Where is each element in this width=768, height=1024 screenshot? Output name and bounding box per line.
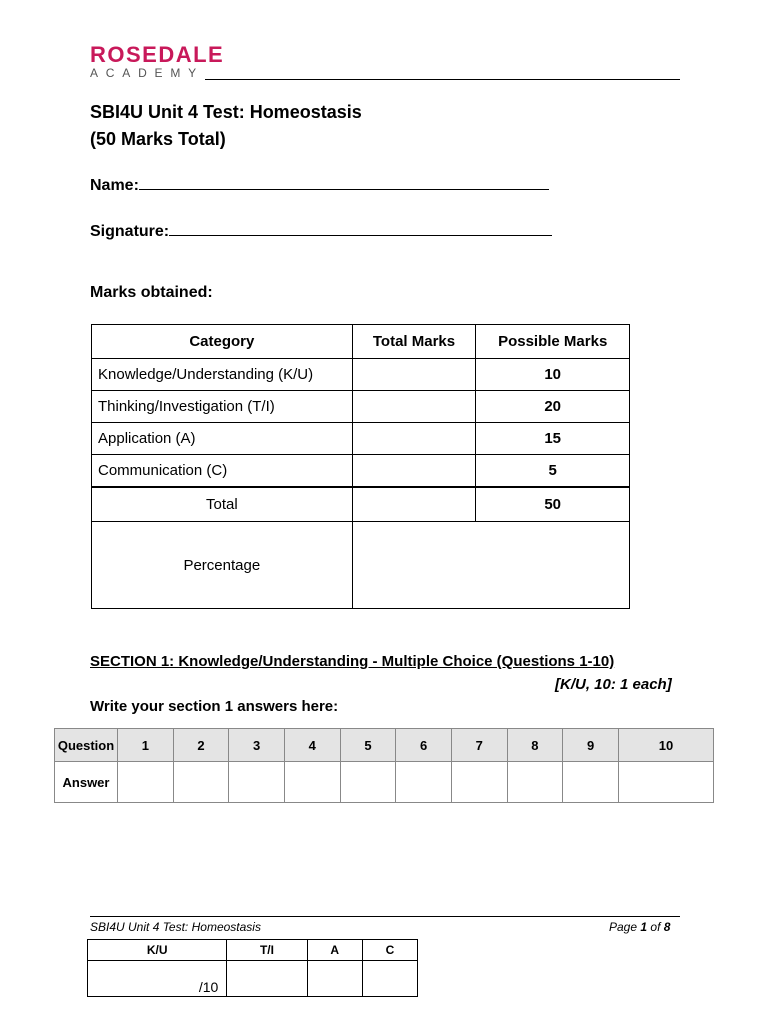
- signature-field[interactable]: [90, 221, 552, 241]
- question-row: [55, 729, 714, 762]
- score-value-row: [88, 961, 418, 997]
- answer-row: [55, 762, 714, 803]
- answer-cell[interactable]: [118, 762, 174, 803]
- page-word: Page: [609, 920, 638, 934]
- score-box: [87, 939, 418, 997]
- category-cell: Application (A): [92, 423, 353, 455]
- answer-cell[interactable]: [451, 762, 507, 803]
- of-word: of: [650, 920, 661, 934]
- answer-label: Answer: [55, 762, 118, 803]
- possible-marks-cell: 5: [476, 455, 630, 488]
- total-marks-cell[interactable]: [352, 423, 476, 455]
- question-number: 6: [396, 729, 452, 762]
- logo-subtitle: ACADEMY: [90, 66, 204, 80]
- total-marks-cell[interactable]: [352, 487, 476, 522]
- footer-rule: [90, 916, 680, 917]
- answer-cell[interactable]: [340, 762, 396, 803]
- total-marks-cell[interactable]: [352, 359, 476, 391]
- question-number: 8: [507, 729, 563, 762]
- percentage-cell[interactable]: [352, 522, 629, 609]
- answer-cell[interactable]: [507, 762, 563, 803]
- marks-row-c: [92, 455, 630, 488]
- answer-cell[interactable]: [396, 762, 452, 803]
- question-number: 9: [563, 729, 619, 762]
- possible-marks-cell: 20: [476, 391, 630, 423]
- answer-cell[interactable]: [173, 762, 229, 803]
- question-number: 2: [173, 729, 229, 762]
- category-cell: Communication (C): [92, 455, 353, 488]
- header-total-marks: Total Marks: [352, 325, 476, 359]
- score-ti-value[interactable]: [227, 961, 307, 997]
- answer-cell[interactable]: [618, 762, 713, 803]
- percentage-label: Percentage: [92, 522, 353, 609]
- answer-cell[interactable]: [563, 762, 619, 803]
- marks-row-ti: [92, 391, 630, 423]
- score-header-ku: K/U: [88, 940, 227, 961]
- score-ku-value[interactable]: /10: [88, 961, 227, 997]
- score-c-value[interactable]: [362, 961, 417, 997]
- section1-note: [K/U, 10: 1 each]: [555, 676, 672, 693]
- answer-cell[interactable]: [284, 762, 340, 803]
- header-possible-marks: Possible Marks: [476, 325, 630, 359]
- possible-marks-cell: 10: [476, 359, 630, 391]
- section1-prompt: Write your section 1 answers here:: [90, 698, 339, 715]
- header-rule: [205, 79, 680, 80]
- score-a-value[interactable]: [307, 961, 362, 997]
- category-cell: Knowledge/Understanding (K/U): [92, 359, 353, 391]
- marks-row-a: [92, 423, 630, 455]
- question-number: 1: [118, 729, 174, 762]
- answer-cell[interactable]: [229, 762, 285, 803]
- answer-grid: [54, 728, 714, 803]
- possible-marks-cell: 15: [476, 423, 630, 455]
- page-indicator: [609, 920, 670, 934]
- total-label: Total: [92, 487, 353, 522]
- score-header-ti: T/I: [227, 940, 307, 961]
- page-current: 1: [640, 920, 648, 934]
- score-header-c: C: [362, 940, 417, 961]
- test-title: SBI4U Unit 4 Test: Homeostasis: [90, 102, 362, 122]
- logo-name: ROSEDALE: [90, 42, 225, 67]
- header-category: Category: [92, 325, 353, 359]
- page-total: 8: [663, 920, 671, 934]
- question-number: 4: [284, 729, 340, 762]
- question-number: 5: [340, 729, 396, 762]
- footer-title: SBI4U Unit 4 Test: Homeostasis: [90, 920, 261, 934]
- name-blank[interactable]: [139, 175, 549, 190]
- name-label: Name:: [90, 177, 139, 194]
- question-label: Question: [55, 729, 118, 762]
- marks-row-total: [92, 487, 630, 522]
- total-possible-cell: 50: [476, 487, 630, 522]
- section1-heading: SECTION 1: Knowledge/Understanding - Multiple Choice (Questions 1-10): [90, 653, 615, 670]
- category-cell: Thinking/Investigation (T/I): [92, 391, 353, 423]
- marks-obtained-label: Marks obtained:: [90, 284, 213, 301]
- test-total-marks: (50 Marks Total): [90, 129, 226, 149]
- total-marks-cell[interactable]: [352, 391, 476, 423]
- signature-blank[interactable]: [169, 221, 552, 236]
- marks-row-ku: [92, 359, 630, 391]
- name-field[interactable]: [90, 175, 549, 195]
- signature-label: Signature:: [90, 223, 170, 240]
- total-marks-cell[interactable]: [352, 455, 476, 488]
- score-header-a: A: [307, 940, 362, 961]
- score-header-row: [88, 940, 418, 961]
- marks-row-percentage: [92, 522, 630, 609]
- question-number: 7: [451, 729, 507, 762]
- question-number: 3: [229, 729, 285, 762]
- question-number: 10: [618, 729, 713, 762]
- marks-table: [91, 324, 630, 609]
